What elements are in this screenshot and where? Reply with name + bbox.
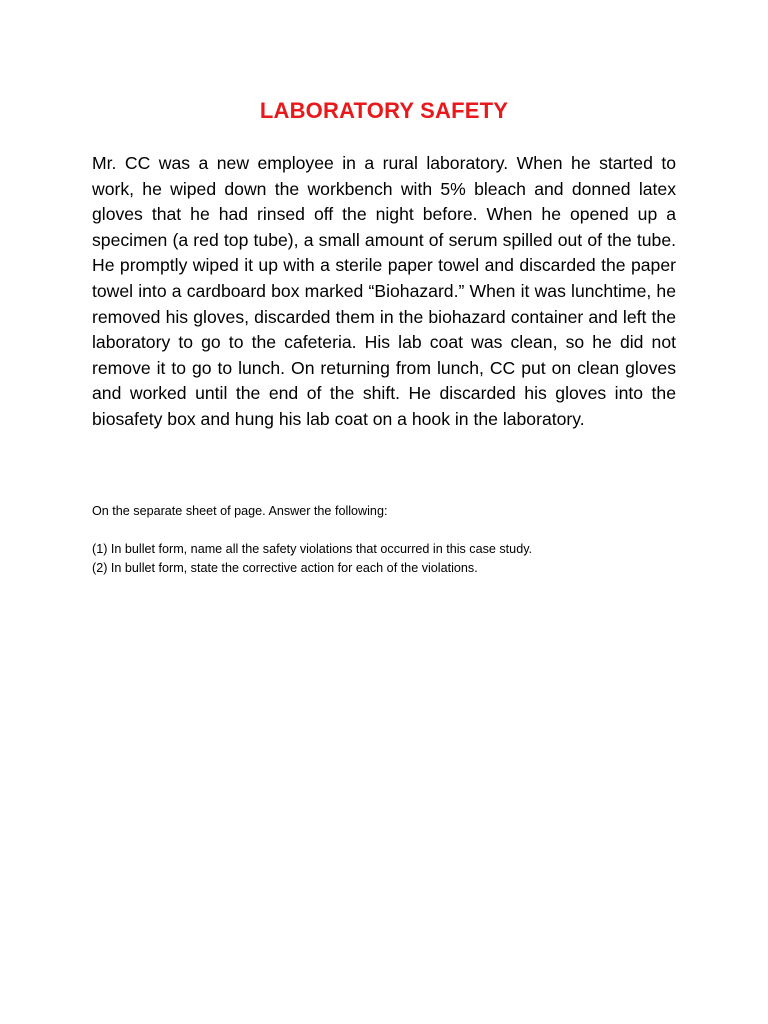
question-item-2: (2) In bullet form, state the corrective action for each of the violations. bbox=[92, 560, 478, 575]
question-list bbox=[92, 540, 712, 577]
page-title: LABORATORY SAFETY bbox=[259, 98, 509, 123]
case-study-paragraph: Mr. CC was a new employee in a rural laboratory. When he started to work, he wiped down the workbench with 5% bleach and donned latex gloves that he had rinsed off the night before. When he opened up a specimen (a red top tube), a small amount of serum spilled out of the tube. He promptly wiped it up with a sterile paper towel and discarded the paper towel into a cardboard box marked “Biohazard.” When it was lunchtime, he removed his gloves, discarded them in the biohazard container and left the laboratory to go to the cafeteria. His lab coat was clean, so he did not remove it to go to lunch. On returning from lunch, CC put on clean gloves and worked until the end of the shift. He discarded his gloves into the biosafety box and hung his lab coat on a hook in the laboratory. bbox=[92, 153, 676, 429]
instruction-text: On the separate sheet of page. Answer the following: bbox=[92, 504, 388, 518]
question-item-1: (1) In bullet form, name all the safety violations that occurred in this case study. bbox=[92, 542, 533, 556]
